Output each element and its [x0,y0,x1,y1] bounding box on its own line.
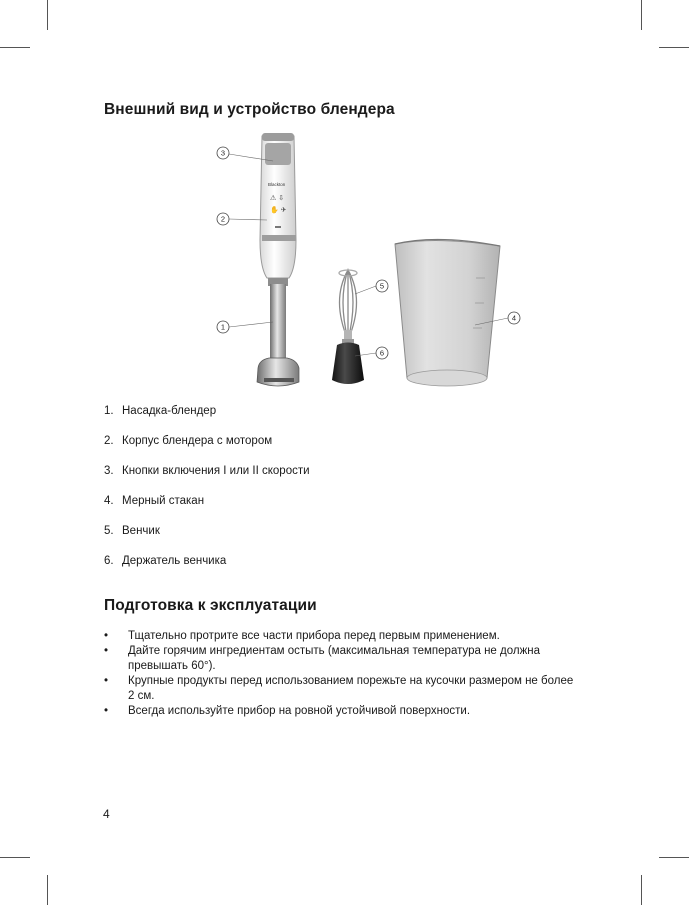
page-number: 4 [103,807,110,821]
list-item: 3. Кнопки включения I или II скорости [104,465,310,477]
section-title-prep: Подготовка к эксплуатации [104,597,317,614]
section-title-appearance: Внешний вид и устройство блендера [104,101,395,118]
whisk [339,270,357,340]
bullet-item: • Тщательно протрите все части прибора перед первым применением. [104,630,500,642]
crop-mark [659,47,689,48]
bullet-item: • Дайте горячим ингредиентам остыть (максимальная температура не должна превышать 60°). [104,645,541,672]
callout-label: 6 [379,348,385,358]
parts-list [104,404,310,584]
list-item: 5. Венчик [104,525,160,537]
svg-text:✋ ✈: ✋ ✈ [270,207,287,214]
brand-logo: Blackton [268,182,286,187]
callout-label: 3 [220,148,226,158]
crop-mark [641,875,642,905]
blender-illustration [205,128,545,400]
bullet-item: • Крупные продукты перед использованием порежьте на кусочки размером не более 2 см. [104,675,574,702]
list-item: 4. Мерный стакан [104,495,205,507]
svg-text:⚠ ⇩: ⚠ ⇩ [270,195,285,202]
crop-mark [641,0,642,30]
callout-label: 1 [220,322,226,332]
callout-label: 2 [220,214,226,224]
bullet-item: • Всегда используйте прибор на ровной устойчивой поверхности. [104,705,471,717]
crop-mark [0,857,30,858]
crop-mark [0,47,30,48]
list-item: 2. Корпус блендера с мотором [104,435,273,447]
crop-mark [47,875,48,905]
callout-label: 5 [379,281,385,291]
whisk-holder [332,330,364,384]
crop-mark [47,0,48,30]
crop-mark [659,857,689,858]
prep-bullet-list [104,629,574,719]
list-item: 1. Насадка-блендер [104,405,217,417]
measuring-cup [395,239,500,386]
blender-body [260,133,296,278]
callout-label: 4 [511,313,517,323]
blender-shaft [257,278,299,386]
list-item: 6. Держатель венчика [104,555,227,567]
